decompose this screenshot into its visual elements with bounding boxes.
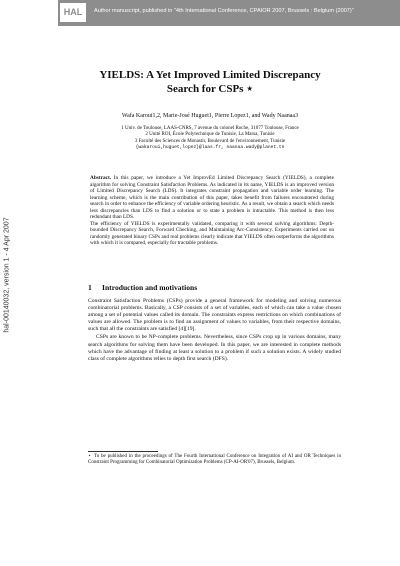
footnote-rule (88, 451, 158, 452)
side-stamp (2, 210, 12, 340)
abstract-label: Abstract. (90, 175, 112, 181)
title-line-2: Search for CSPs ⋆ (166, 83, 254, 95)
authors: Wafa Karoui1,2, Marie-José Huguet1, Pierre Lopez1, and Wady Naanaa3 (121, 113, 299, 119)
abstract-text-1: In this paper, we introduce a Yet ImprovEd Limited Discrepancy Search (YIELDS), a complete algorithm for solving Constraint Satisfaction Problems. As indicated in its name, YIELDS is an improved version of Limited Discrepancy Search (LDS). It integrates constraint propagation and variable order learning. The learning scheme, which is the main contribution of this paper, takes benefit from failures encountered during search in order to enhance the efficiency of variable ordering heuristic. As a result, we obtain a search which needs less discrepancies than LDS to find a solution or to state a problem is intractable. This method is then less redundant than LDS. (90, 175, 334, 221)
footnote (88, 454, 341, 467)
section-number: 1 (88, 283, 92, 292)
title-line-1: YIELDS: A Yet Improved Limited Discrepancy (99, 69, 321, 81)
section-title: Introduction and motivations (102, 283, 198, 292)
affiliation-3: 3 Faculté des Sciences de Monastir, Boulevard de l'environnement, Tunisie (134, 138, 286, 144)
paper-title (90, 68, 330, 96)
footnote-text: To be published in the proceedings of The Fourth International Conference on Integration of AI and OR Techniques in Constraint Programming for Combinatorial Optimization Problems (CP-AI-OR'07), Brussels, Belgium. (88, 454, 341, 466)
affiliation-1: 1 Univ. de Toulouse, LAAS-CNRS, 7 avenue du colonel Roche, 31077 Toulouse, France (121, 126, 299, 131)
affiliations (76, 126, 344, 152)
body-paragraph-2: CSPs are known to be NP-complete problems. Nevertheless, since CSPs crop up in various domains, many search algorithms for solving them have been developed. In this paper, we are interested in complete methods which have the advantage of finding at least a solution to a problem if such a solution exists. A widely studied class of complete algorithms relies to depth first search (DFS). (88, 334, 341, 362)
abstract-paragraph-1 (90, 175, 334, 221)
header-bar (58, 0, 400, 26)
author-emails: {wakaroui,huguet,lopez}@laas.fr, naanaa.wady@planet.tn (135, 145, 285, 151)
publication-notice: Author manuscript, published in "4th International Conference, CPAIOR 2007, Brussels : Belgium (2007)" (94, 8, 354, 14)
body-paragraph-1: Constraint Satisfaction Problems (CSPs) provide a general framework for modeling and solving numerous combinatorial problems. Basically, a CSP consists of a set of variables, each of which can take a value chosen among a set of potential values called its domain. The constraints express restrictions on which combinations of values are allowed. The problem is to find an assignment of values to variables, from their respective domains, such that all the constraints are satisfied [4][19]. (88, 298, 341, 333)
section-body (88, 298, 341, 363)
abstract (90, 175, 334, 247)
section-heading (88, 283, 338, 292)
hal-identifier: hal-00140032, version 1 - 4 Apr 2007 (3, 217, 11, 333)
footnote-mark: ⋆ (88, 454, 92, 459)
affiliation-2: 2 Unité ROI, École Polytechnique de Tunisie, La Marsa, Tunisie (145, 132, 275, 138)
abstract-paragraph-2: The efficiency of YIELDS is experimentally validated, comparing it with several solving algorithms: Depth-bounded Discrepancy Search, Forward Checking, and Maintaining Arc-Consistency. Experiments carried out on randomly generated binary CSPs and real problems clearly indicate that YIELDS often outperforms the algorithms with which it is compared, especially for tractable problems. (90, 220, 334, 247)
hal-logo: HAL (60, 3, 86, 22)
